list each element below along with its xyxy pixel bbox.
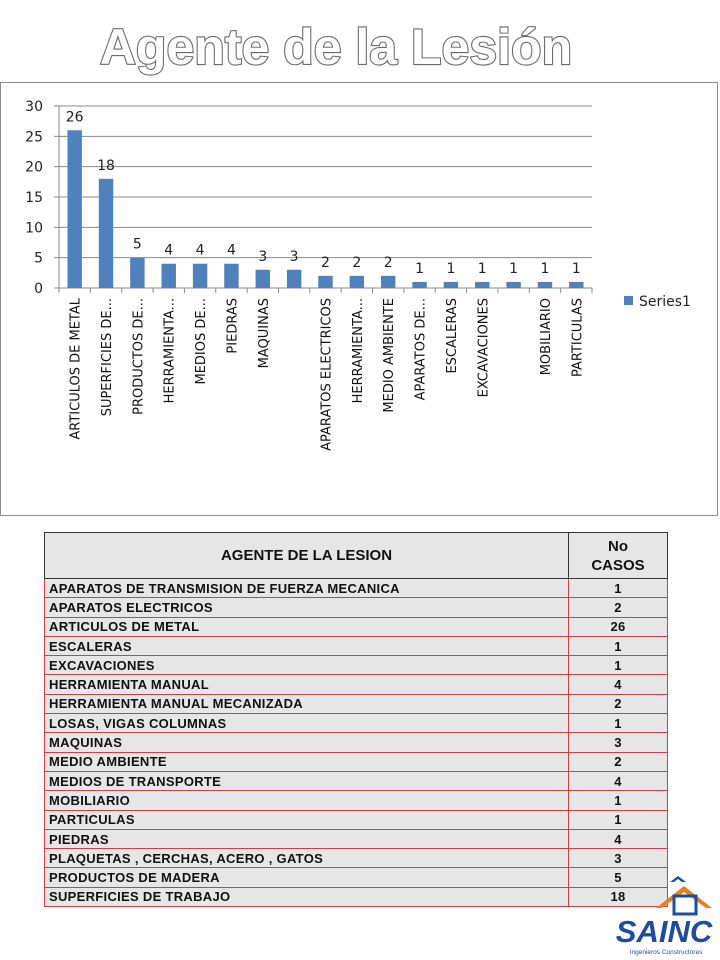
category-label: PARTICULAS	[570, 298, 586, 378]
data-label: 2	[352, 254, 362, 271]
bar	[569, 282, 583, 288]
table-row	[45, 887, 668, 906]
table-row	[45, 656, 668, 675]
agent-cell: PIEDRAS	[45, 829, 569, 848]
bar	[412, 282, 426, 288]
category-label: ESCALERAS	[444, 298, 460, 374]
legend-swatch	[624, 296, 633, 305]
table-header-row	[45, 533, 668, 579]
data-label: 3	[258, 248, 268, 265]
table-row	[45, 636, 668, 655]
data-label: 4	[195, 242, 205, 259]
agent-cell: MEDIOS DE TRANSPORTE	[45, 771, 569, 790]
cases-cell: 18	[569, 887, 668, 906]
cases-cell: 1	[569, 579, 668, 598]
header-cases	[569, 533, 668, 579]
header-agent: AGENTE DE LA LESION	[45, 533, 569, 579]
cases-cell: 4	[569, 829, 668, 848]
table-row	[45, 829, 668, 848]
data-label: 1	[509, 260, 519, 277]
bar	[506, 282, 520, 288]
table-row	[45, 810, 668, 829]
bar	[193, 264, 207, 288]
header-cases-line1: No	[608, 537, 628, 555]
data-label: 26	[65, 109, 84, 126]
table-row	[45, 849, 668, 868]
gridlines	[59, 106, 592, 258]
agent-cell: EXCAVACIONES	[45, 656, 569, 675]
bar	[444, 282, 458, 288]
category-label: APARATOS DE...	[413, 298, 429, 401]
agent-cell: ESCALERAS	[45, 636, 569, 655]
category-label: MAQUINAS	[256, 298, 272, 369]
bar	[162, 264, 176, 288]
bar	[538, 282, 552, 288]
cases-cell: 2	[569, 598, 668, 617]
cases-cell: 2	[569, 752, 668, 771]
agent-cell: LOSAS, VIGAS COLUMNAS	[45, 714, 569, 733]
table-row	[45, 598, 668, 617]
cases-table	[44, 532, 668, 907]
cases-cell: 1	[569, 714, 668, 733]
cases-cell: 1	[569, 791, 668, 810]
bar	[350, 276, 364, 288]
bar	[287, 270, 301, 288]
data-label: 4	[226, 242, 236, 259]
data-label: 4	[164, 242, 174, 259]
sainc-logo	[612, 874, 716, 958]
data-label: 5	[132, 236, 142, 253]
page-title	[0, 14, 720, 84]
agent-cell: ARTICULOS DE METAL	[45, 617, 569, 636]
legend-label: Series1	[639, 294, 691, 310]
category-label: MEDIOS DE...	[194, 298, 210, 385]
y-tick-label: 30	[25, 99, 43, 115]
bar	[99, 179, 113, 288]
agent-cell: MOBILIARIO	[45, 791, 569, 810]
y-tick-label: 20	[25, 159, 43, 176]
bar	[318, 276, 332, 288]
bar	[381, 276, 395, 288]
data-label: 18	[97, 157, 115, 174]
data-label: 1	[477, 260, 487, 277]
category-label: PIEDRAS	[225, 298, 241, 354]
data-label: 1	[571, 260, 581, 277]
category-label: HERRAMIENTA...	[162, 298, 178, 404]
data-label: 2	[321, 254, 330, 271]
table-row	[45, 791, 668, 810]
category-label: EXCAVACIONES	[476, 298, 492, 398]
category-labels	[69, 297, 586, 451]
agent-cell: SUPERFICIES DE TRABAJO	[45, 887, 569, 906]
cases-cell: 4	[569, 771, 668, 790]
data-label: 1	[446, 260, 456, 277]
cases-cell: 1	[569, 810, 668, 829]
data-label: 1	[540, 260, 550, 277]
table-row	[45, 579, 668, 598]
category-label: HERRAMIENTA...	[350, 298, 366, 404]
table-row	[45, 868, 668, 887]
cases-cell: 1	[569, 656, 668, 675]
table-body	[45, 579, 668, 907]
cases-cell: 3	[569, 849, 668, 868]
bar-chart	[0, 82, 718, 516]
logo-roof-blue	[670, 876, 686, 882]
agent-cell: MEDIO AMBIENTE	[45, 752, 569, 771]
cases-cell: 1	[569, 636, 668, 655]
agent-cell: HERRAMIENTA MANUAL MECANIZADA	[45, 694, 569, 713]
table-row	[45, 771, 668, 790]
logo-house-frame	[674, 896, 696, 914]
category-label: PRODUCTOS DE...	[131, 298, 147, 415]
agent-cell: MAQUINAS	[45, 733, 569, 752]
data-label: 1	[415, 260, 425, 277]
category-label: ARTICULOS DE METAL	[68, 298, 84, 440]
y-tick-label: 10	[25, 220, 43, 237]
table-row	[45, 714, 668, 733]
cases-cell: 3	[569, 733, 668, 752]
y-tick-label: 0	[34, 281, 43, 297]
logo-text: SAINC	[615, 914, 713, 949]
table-row	[45, 733, 668, 752]
agent-cell: HERRAMIENTA MANUAL	[45, 675, 569, 694]
bar	[130, 258, 144, 288]
page-title-text: Agente de la Lesión	[99, 19, 573, 75]
agent-cell: PRODUCTOS DE MADERA	[45, 868, 569, 887]
data-labels	[66, 109, 581, 277]
table-row	[45, 752, 668, 771]
agent-cell: PLAQUETAS , CERCHAS, ACERO , GATOS	[45, 849, 569, 868]
cases-cell: 4	[569, 675, 668, 694]
data-label: 2	[383, 254, 393, 271]
bar	[224, 264, 238, 288]
bar	[256, 270, 270, 288]
category-label: APARATOS ELECTRICOS	[319, 298, 335, 451]
y-tick-label: 25	[25, 129, 43, 146]
category-label: MOBILIARIO	[538, 298, 554, 376]
bar	[67, 130, 81, 288]
cases-cell: 26	[569, 617, 668, 636]
agent-cell: PARTICULAS	[45, 810, 569, 829]
data-label: 3	[289, 248, 299, 265]
legend	[624, 294, 691, 310]
table-row	[45, 617, 668, 636]
category-label: MEDIO AMBIENTE	[382, 298, 398, 413]
category-label: SUPERFICIES DE...	[100, 298, 116, 417]
logo-tagline: Ingenieros Constructores	[629, 949, 703, 956]
agent-cell: APARATOS DE TRANSMISION DE FUERZA MECANICA	[45, 579, 569, 598]
header-cases-line2: CASOS	[591, 556, 645, 574]
table-row	[45, 694, 668, 713]
y-tick-label: 15	[25, 190, 43, 206]
cases-cell: 2	[569, 694, 668, 713]
bar-chart-svg	[1, 83, 717, 515]
table-row	[45, 675, 668, 694]
y-tick-label: 5	[34, 250, 43, 267]
agent-cell: APARATOS ELECTRICOS	[45, 598, 569, 617]
bar	[475, 282, 489, 288]
cases-cell: 5	[569, 868, 668, 887]
